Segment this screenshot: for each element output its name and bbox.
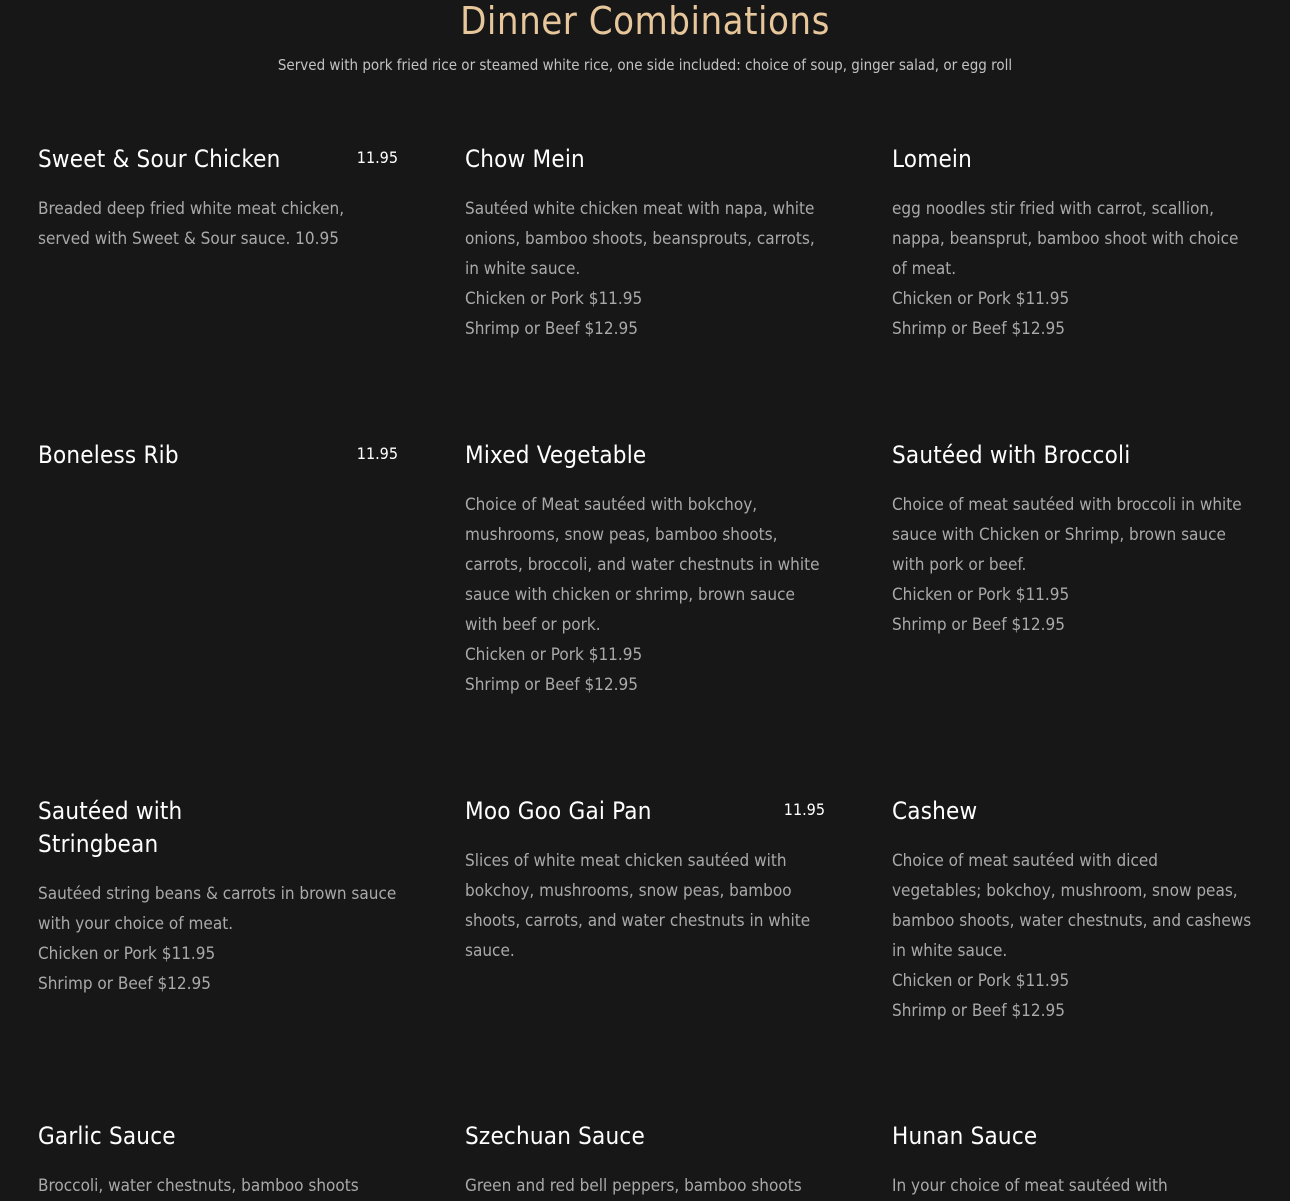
menu-item-price: 11.95 [783,800,825,819]
menu-item-description: Choice of meat sautéed with broccoli in white sauce with Chicken or Shrimp, brown sauce with pork or beef. [892,495,1242,575]
menu-item-header [38,143,398,176]
menu-item-cashew [892,795,1252,1026]
menu-item-price-line: Shrimp or Beef $12.95 [892,1001,1065,1021]
menu-item-name: Chow Mein [465,145,585,173]
menu-item-description: Sautéed white chicken meat with napa, white onions, bamboo shoots, beansprouts, carrots, in white sauce. [465,199,815,279]
menu-item-header [38,795,398,861]
menu-item-moo-goo-gai-pan [465,795,825,966]
menu-item-price-line: Shrimp or Beef $12.95 [465,319,638,339]
menu-item-price-line: Shrimp or Beef $12.95 [892,615,1065,635]
menu-item-name: Boneless Rib [38,441,179,469]
menu-item-price-line: Shrimp or Beef $12.95 [465,675,638,695]
menu-item-name: Sautéed with Stringbean [38,797,183,858]
menu-item-price-line: Chicken or Pork $11.95 [892,971,1070,991]
menu-item-description: egg noodles stir fried with carrot, scallion, nappa, beansprut, bamboo shoot with choice of meat. [892,199,1239,279]
menu-item-garlic-sauce [38,1120,398,1201]
menu-item-description: In your choice of meat sautéed with [892,1176,1168,1196]
menu-item-price-line: Chicken or Pork $11.95 [38,944,216,964]
menu-item-description: Sautéed string beans & carrots in brown sauce with your choice of meat. [38,884,397,934]
menu-item-name: Szechuan Sauce [465,1122,645,1150]
page-subtitle: Served with pork fried rice or steamed white rice, one side included: choice of soup, ginger salad, or egg roll [277,56,1013,74]
menu-item-header [465,439,825,472]
menu-item-header [38,439,398,472]
menu-item-price-line: Chicken or Pork $11.95 [465,645,643,665]
menu-item-description: Breaded deep fried white meat chicken, served with Sweet & Sour sauce. 10.95 [38,199,345,249]
menu-item-szechuan-sauce [465,1120,825,1201]
menu-item-header [465,143,825,176]
menu-item-lomein [892,143,1252,344]
menu-item-price-line: Shrimp or Beef $12.95 [892,319,1065,339]
menu-item-header [892,795,1252,828]
menu-item-header [465,1120,825,1153]
menu-item-hunan-sauce [892,1120,1252,1201]
menu-item-description: Slices of white meat chicken sautéed with bokchoy, mushrooms, snow peas, bamboo shoots, carrots, and water chestnuts in white sauce. [465,851,811,961]
menu-item-price-line: Chicken or Pork $11.95 [892,585,1070,605]
menu-item-name: Lomein [892,145,973,173]
menu-item-description: Green and red bell peppers, bamboo shoots [465,1176,802,1196]
menu-item-header [465,795,825,828]
menu-item-sauteed-stringbean [38,795,398,999]
menu-item-description: Choice of meat sautéed with diced vegetables; bokchoy, mushroom, snow peas, bamboo shoots, water chestnuts, and cashews in white sauce. [892,851,1252,961]
page-title: Dinner Combinations [460,0,830,43]
menu-item-name: Cashew [892,797,978,825]
menu-item-name: Hunan Sauce [892,1122,1038,1150]
menu-item-price-line: Chicken or Pork $11.95 [892,289,1070,309]
menu-item-name: Garlic Sauce [38,1122,176,1150]
menu-item-header [892,439,1252,472]
menu-item-name: Mixed Vegetable [465,441,647,469]
menu-item-price-line: Chicken or Pork $11.95 [465,289,643,309]
menu-item-header [892,1120,1252,1153]
menu-item-header [892,143,1252,176]
menu-item-boneless-rib [38,439,398,472]
menu-item-price: 11.95 [356,148,398,167]
menu-item-description: Choice of Meat sautéed with bokchoy, mushrooms, snow peas, bamboo shoots, carrots, broccoli, and water chestnuts in white sauce with chicken or shrimp, brown sauce with beef or pork. [465,495,820,635]
menu-item-chow-mein [465,143,825,344]
menu-item-price-line: Shrimp or Beef $12.95 [38,974,211,994]
menu-item-name: Sautéed with Broccoli [892,441,1131,469]
menu-item-sauteed-broccoli [892,439,1252,640]
menu-item-price: 11.95 [356,444,398,463]
menu-item-header [38,1120,398,1153]
menu-item-name: Moo Goo Gai Pan [465,797,652,825]
menu-item-mixed-vegetable [465,439,825,700]
menu-item-description: Broccoli, water chestnuts, bamboo shoots [38,1176,359,1196]
menu-item-sweet-sour-chicken [38,143,398,254]
menu-item-name: Sweet & Sour Chicken [38,145,281,173]
